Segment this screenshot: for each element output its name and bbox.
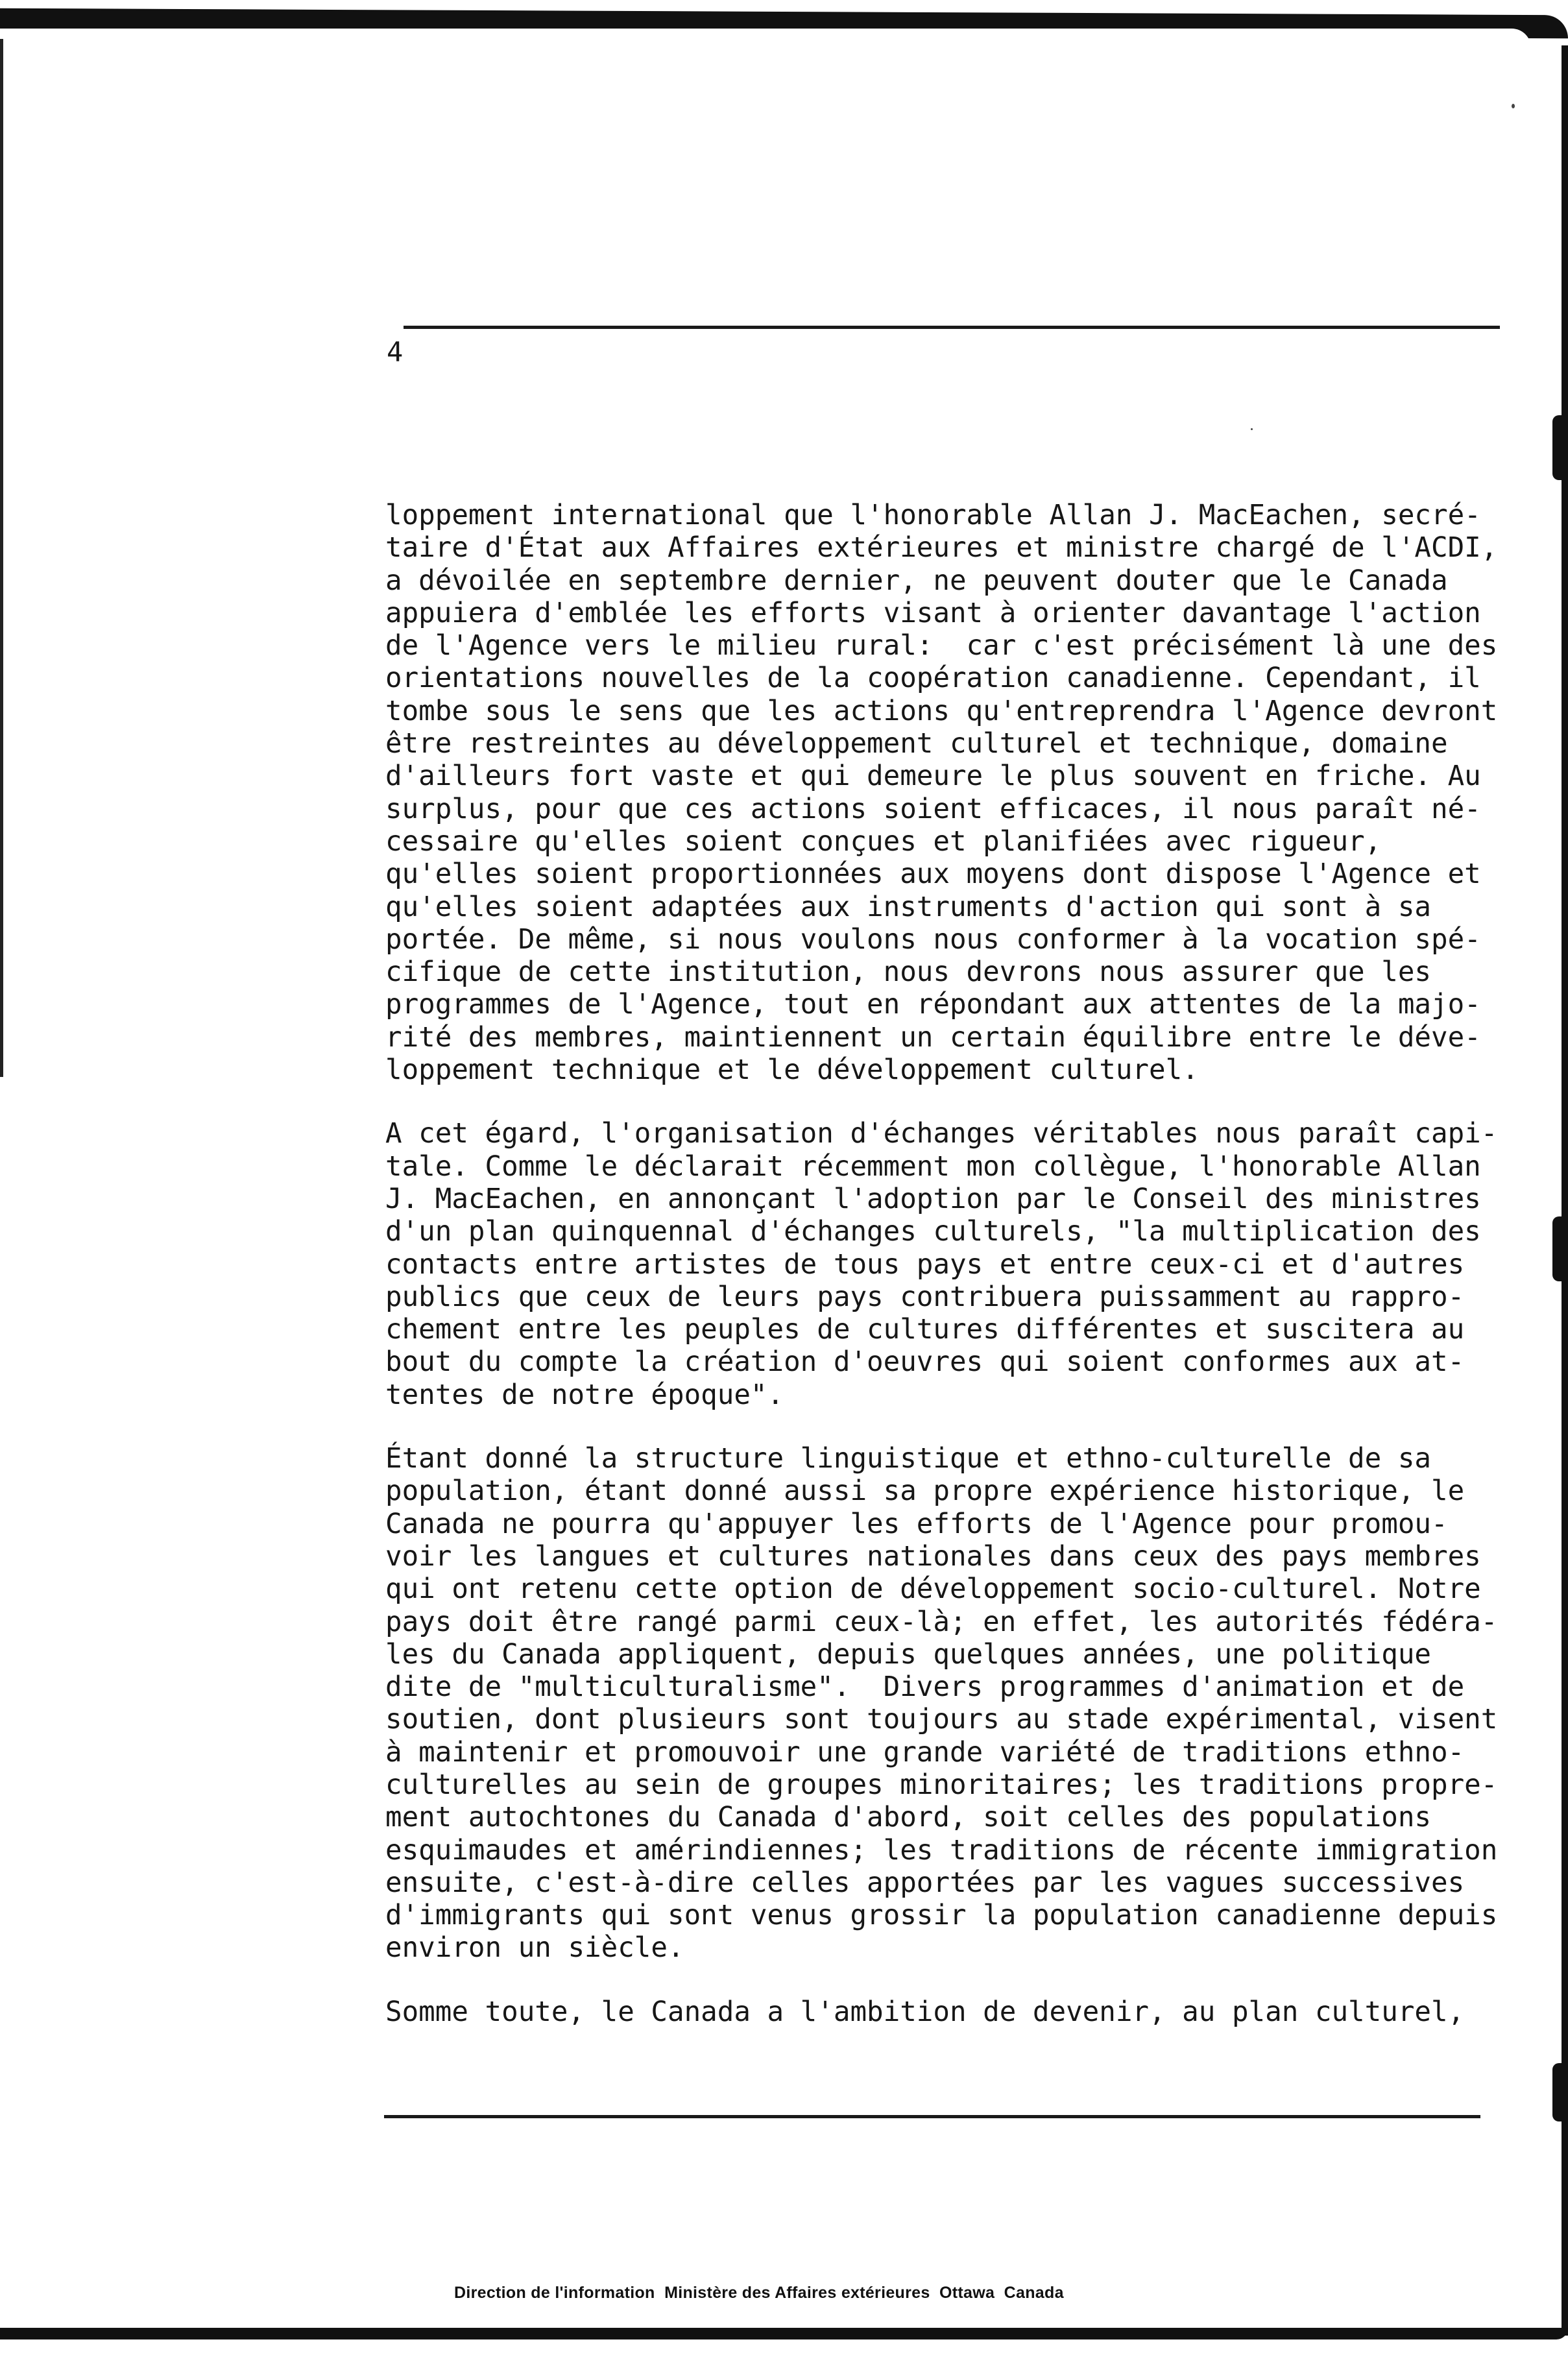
text-line: d'ailleurs fort vaste et qui demeure le plus souvent en friche. Au [385, 760, 1481, 793]
paragraph-2 [385, 1118, 1498, 1412]
text-line: qu'elles soient proportionnées aux moyens dont dispose l'Agence et [385, 858, 1481, 891]
scan-speck [1512, 104, 1515, 108]
binding-mark [1552, 415, 1564, 480]
text-line: A cet égard, l'organisation d'échanges véritables nous paraît capi- [385, 1118, 1498, 1150]
text-line: d'un plan quinquennal d'échanges culturels, "la multiplication des [385, 1216, 1481, 1248]
text-line: de l'Agence vers le milieu rural: car c'est précisément là une des [385, 630, 1498, 662]
paragraph-3 [385, 1443, 1498, 1965]
text-line: cifique de cette institution, nous devrons nous assurer que les [385, 956, 1431, 989]
text-line: a dévoilée en septembre dernier, ne peuvent douter que le Canada [385, 564, 1448, 597]
text-line: Canada ne pourra qu'appuyer les efforts de l'Agence pour promou- [385, 1508, 1448, 1540]
text-line: culturelles au sein de groupes minoritaires; les traditions propre- [385, 1769, 1498, 1801]
text-line: J. MacEachen, en annonçant l'adoption par le Conseil des ministres [385, 1183, 1481, 1215]
text-line: population, étant donné aussi sa propre expérience historique, le [385, 1475, 1465, 1508]
text-line: être restreintes au développement culturel et technique, domaine [385, 728, 1448, 760]
binding-mark [1552, 1216, 1564, 1281]
text-line: les du Canada appliquent, depuis quelques années, une politique [385, 1638, 1431, 1671]
text-line: tombe sous le sens que les actions qu'entreprendra l'Agence devront [385, 695, 1498, 727]
text-line: rité des membres, maintiennent un certain équilibre entre le déve- [385, 1021, 1481, 1054]
paragraph-4 [385, 1996, 1488, 2029]
text-line: qui ont retenu cette option de développement socio-culturel. Notre [385, 1573, 1481, 1606]
text-line: ensuite, c'est-à-dire celles apportées par les vagues successives [385, 1867, 1465, 1899]
text-line: esquimaudes et amérindiennes; les traditions de récente immigration [385, 1834, 1498, 1867]
text-line: dite de "multiculturalisme". Divers programmes d'animation et de [385, 1671, 1465, 1704]
text-line: à maintenir et promouvoir une grande variété de traditions ethno- [385, 1736, 1465, 1769]
text-line: voir les langues et cultures nationales dans ceux des pays membres [385, 1540, 1481, 1573]
text-line: chement entre les peuples de cultures différentes et suscitera au [385, 1314, 1465, 1346]
page-number: 4 [387, 336, 404, 368]
binding-mark [1552, 2063, 1564, 2121]
text-line: surplus, pour que ces actions soient efficaces, il nous paraît né- [385, 793, 1481, 825]
text-line: tale. Comme le déclarait récemment mon collègue, l'honorable Allan [385, 1150, 1481, 1183]
text-line: environ un siècle. [385, 1932, 684, 1964]
text-line: bout du compte la création d'oeuvres qui soient conformes aux at- [385, 1346, 1465, 1379]
text-line: orientations nouvelles de la coopération canadienne. Cependant, il [385, 662, 1481, 695]
header-rule [404, 326, 1500, 329]
text-line: publics que ceux de leurs pays contribuera puissamment au rappro- [385, 1281, 1465, 1313]
text-line: d'immigrants qui sont venus grossir la population canadienne depuis [385, 1900, 1498, 1932]
text-line: appuiera d'emblée les efforts visant à orienter davantage l'action [385, 597, 1481, 629]
scan-border-bottom [0, 2328, 1568, 2339]
text-line: taire d'État aux Affaires extérieures et ministre chargé de l'ACDI, [385, 532, 1498, 564]
text-line: Somme toute, le Canada a l'ambition de devenir, au plan culturel, [385, 1996, 1465, 2028]
scan-border-right [1562, 45, 1568, 2336]
text-line: Étant donné la structure linguistique et ethno-culturelle de sa [385, 1443, 1431, 1475]
text-line: loppement technique et le développement culturel. [385, 1054, 1199, 1087]
footer-text: Direction de l'information Ministère des Affaires extérieures Ottawa Canada [454, 2284, 1064, 2302]
text-line: pays doit être rangé parmi ceux-là; en effet, les autorités fédéra- [385, 1606, 1498, 1638]
text-line: contacts entre artistes de tous pays et entre ceux-ci et d'autres [385, 1248, 1465, 1281]
scan-speck [1251, 428, 1253, 430]
paragraph-1 [385, 500, 1498, 1087]
body-text [385, 500, 1498, 2060]
text-line: portée. De même, si nous voulons nous conformer à la vocation spé- [385, 923, 1481, 956]
text-line: ment autochtones du Canada d'abord, soit celles des populations [385, 1802, 1431, 1834]
text-line: soutien, dont plusieurs sont toujours au stade expérimental, visent [385, 1704, 1498, 1736]
text-line: programmes de l'Agence, tout en répondant aux attentes de la majo- [385, 989, 1481, 1021]
scan-border-left [0, 39, 3, 1077]
text-line: cessaire qu'elles soient conçues et planifiées avec rigueur, [385, 825, 1382, 858]
scan-border-top-inner [0, 29, 1531, 48]
text-line: tentes de notre époque". [385, 1379, 784, 1411]
text-line: loppement international que l'honorable Allan J. MacEachen, secré- [385, 500, 1481, 531]
text-line: qu'elles soient adaptées aux instruments d'action qui sont à sa [385, 891, 1431, 923]
footer-rule [384, 2115, 1480, 2118]
